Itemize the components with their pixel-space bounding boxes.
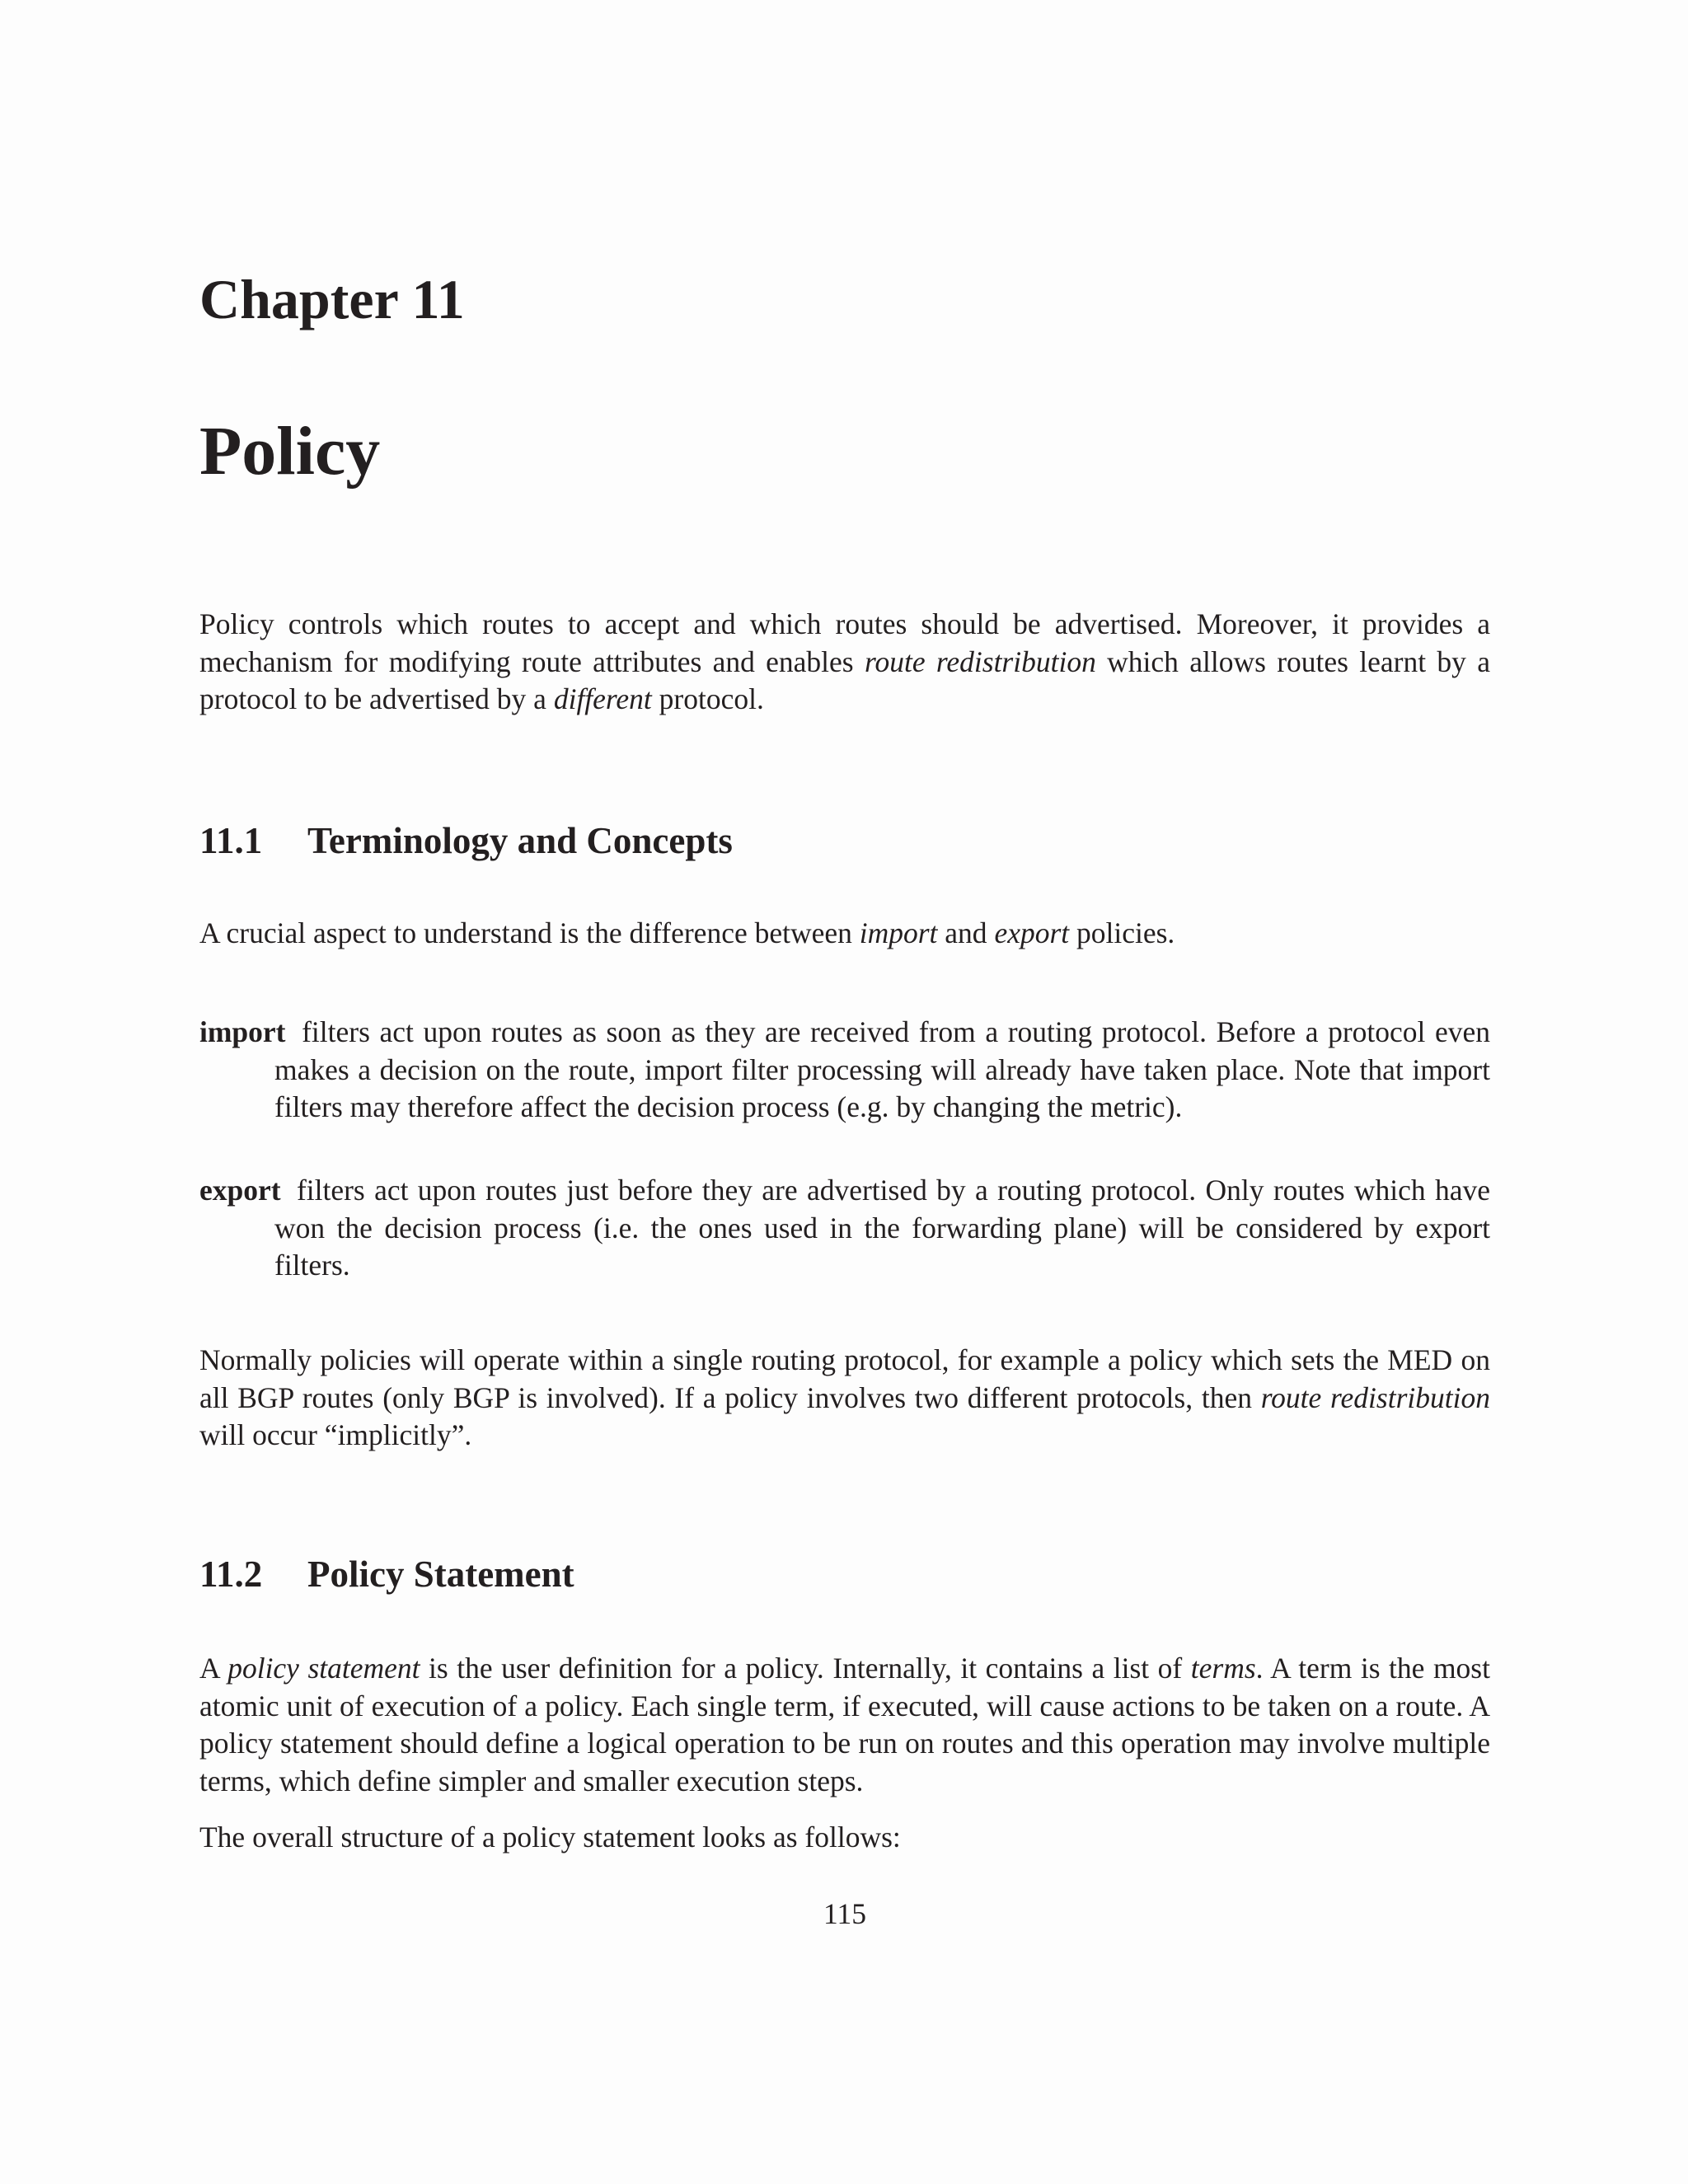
section-heading-11-2: [199, 1549, 574, 1599]
terminology-closing-paragraph: Normally policies will operate within a single routing protocol, for example a policy which sets the MED on all BGP routes (only BGP is involved). If a policy involves two different protocols, then route redistribution will occur “implicitly”.: [199, 1343, 1490, 1451]
definition-export: [199, 1172, 1490, 1285]
emphasis-export: export: [994, 916, 1070, 949]
definition-term: export: [199, 1174, 281, 1207]
emphasis-route-redistribution: route redistribution: [1260, 1380, 1490, 1414]
definition-term: import: [199, 1015, 286, 1048]
section-title: Terminology and Concepts: [307, 820, 733, 861]
terminology-lead-paragraph: A crucial aspect to understand is the difference between import and export policies.: [199, 916, 1175, 949]
definition-import: [199, 1014, 1490, 1127]
section-title: Policy Statement: [307, 1554, 574, 1595]
structure-intro-paragraph: The overall structure of a policy statement looks as follows:: [199, 1821, 901, 1854]
emphasis-different: different: [553, 682, 652, 715]
emphasis-route-redistribution: route redistribution: [864, 644, 1096, 678]
definition-text: filters act upon routes as soon as they are received from a routing protocol. Before a protocol even makes a decision on the route, import filter processing will already have taken place. Note that import filters may therefore affect the decision process (e.g. by changing the metric).: [274, 1015, 1491, 1123]
definition-text: filters act upon routes just before they are advertised by a routing protocol. Only routes which have won the decision process (i.e. the ones used in the forwarding plane) will be considered by export filters.: [274, 1174, 1491, 1282]
emphasis-policy-statement: policy statement: [227, 1652, 420, 1685]
section-heading-11-1: [199, 816, 733, 865]
page-number: 115: [823, 1897, 866, 1930]
chapter-label: Chapter 11: [199, 268, 465, 330]
intro-paragraph: Policy controls which routes to accept and which routes should be advertised. Moreover, it provides a mechanism for modifying route attributes and enables route redistribution which allows routes learnt by a protocol to be advertised by a different protocol.: [199, 607, 1491, 715]
document-page: [199, 0, 1490, 2184]
emphasis-terms: terms: [1190, 1652, 1256, 1685]
policy-statement-paragraph: A policy statement is the user definition for a policy. Internally, it contains a list of terms. A term is the most atomic unit of execution of a policy. Each single term, if executed, will cause actions to be taken on a route. A policy statement should define a logical operation to be run on routes and this operation may involve multiple terms, which define simpler and smaller execution steps.: [199, 1652, 1490, 1797]
section-number: 11.1: [199, 820, 263, 861]
emphasis-import: import: [859, 916, 938, 949]
chapter-title: Policy: [199, 413, 381, 490]
section-number: 11.2: [199, 1554, 263, 1595]
